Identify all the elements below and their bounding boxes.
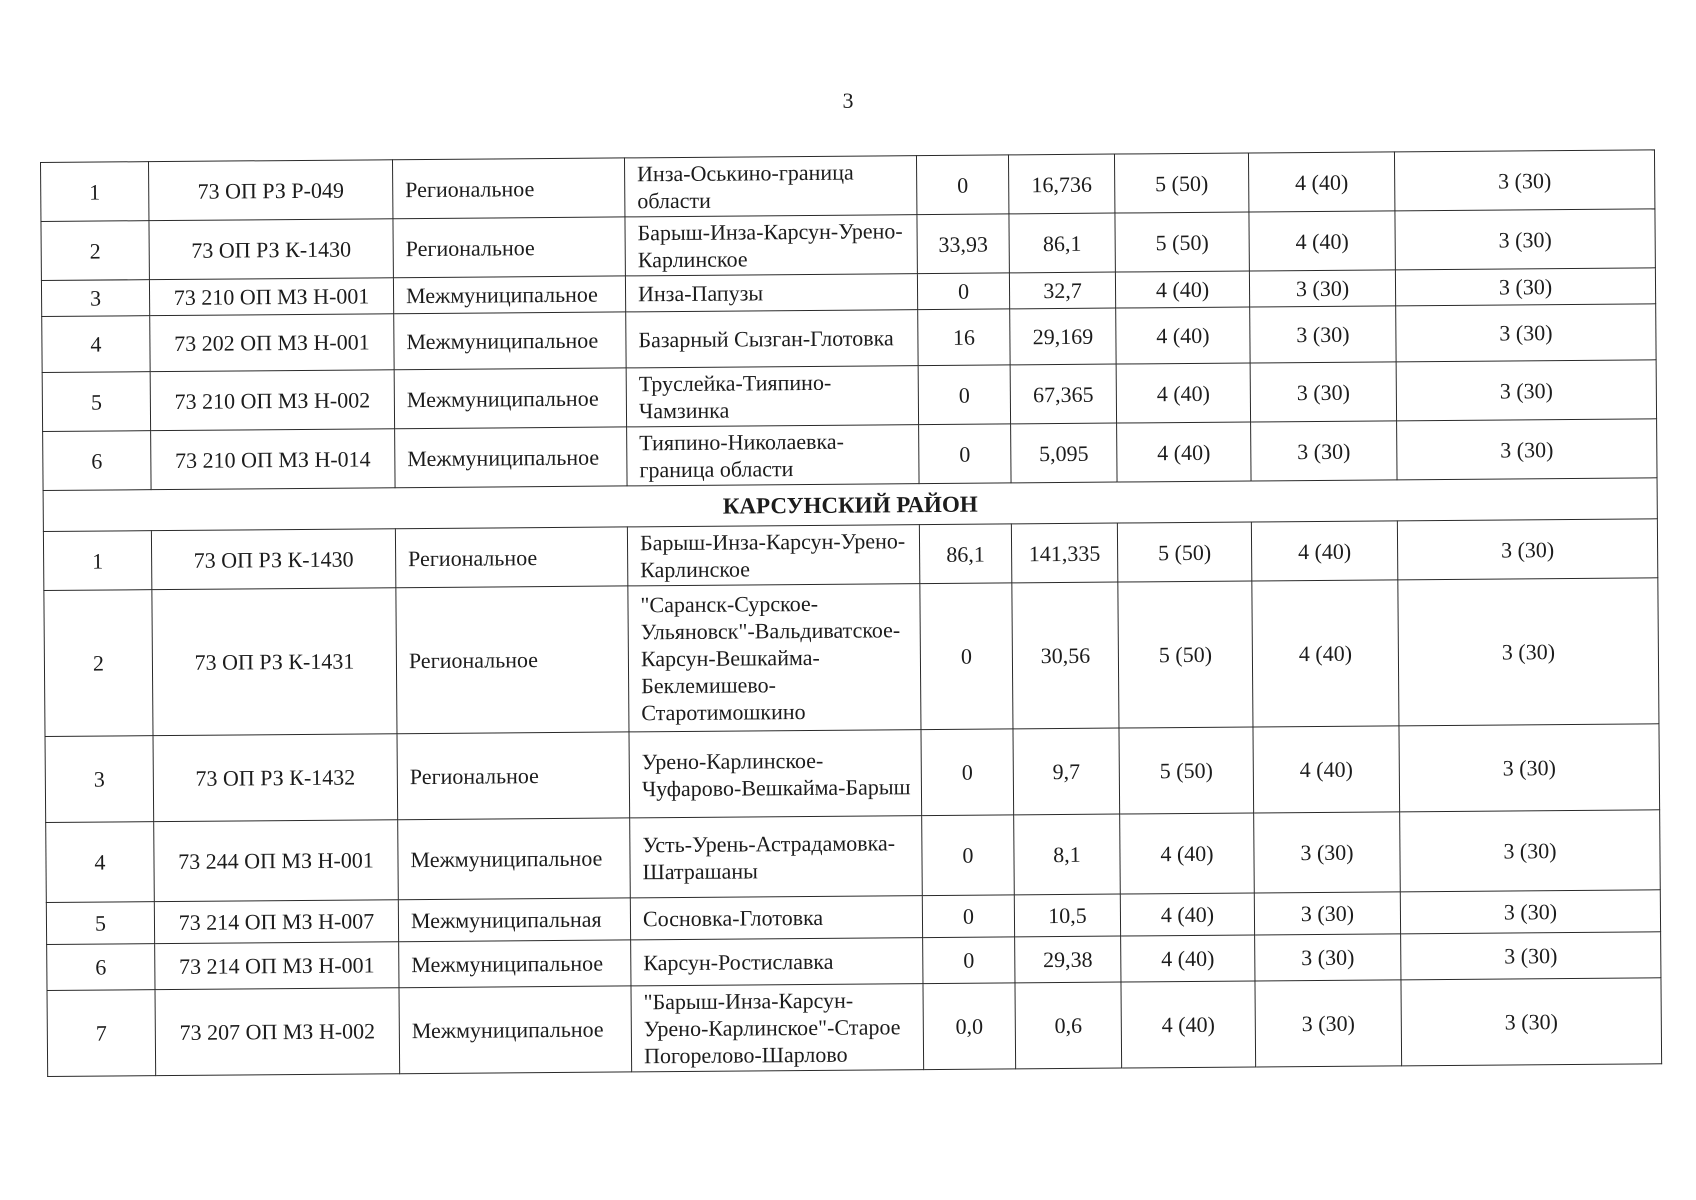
km-start: 86,1: [919, 524, 1011, 584]
road-name: Базарный Сызган-Глотовка: [626, 310, 918, 368]
table-row: [44, 578, 1659, 737]
value-col-2: 3 (30): [1249, 270, 1395, 307]
value-col-3: 3 (30): [1401, 932, 1661, 980]
road-type: Региональное: [395, 527, 627, 588]
value-col-2: 4 (40): [1248, 152, 1394, 212]
value-col-3: 3 (30): [1397, 419, 1657, 480]
road-code: 73 ОП РЗ Р-049: [149, 160, 393, 221]
km-start: 0: [921, 729, 1014, 816]
roads-table: [40, 149, 1662, 1077]
value-col-1: 5 (50): [1114, 153, 1248, 213]
road-type: Межмуниципальное: [393, 276, 625, 314]
road-name: Тияпино-Николаевка-граница области: [627, 425, 919, 486]
value-col-3: 3 (30): [1400, 810, 1661, 892]
row-number: 3: [45, 736, 154, 823]
row-number: 1: [41, 162, 149, 222]
value-col-2: 3 (30): [1251, 421, 1397, 481]
km-start: 0: [919, 424, 1011, 484]
km-end: 141,335: [1011, 523, 1117, 583]
value-col-3: 3 (30): [1394, 150, 1654, 211]
value-col-3: 3 (30): [1397, 519, 1657, 580]
km-end: 16,736: [1008, 154, 1114, 214]
value-col-3: 3 (30): [1401, 978, 1662, 1066]
value-col-2: 4 (40): [1253, 726, 1400, 813]
road-name: Инза-Оськино-граница области: [624, 156, 916, 217]
road-code: 73 ОП РЗ К-1431: [152, 588, 397, 736]
km-start: 0: [920, 583, 1013, 730]
road-code: 73 210 ОП МЗ Н-001: [149, 278, 393, 316]
road-code: 73 214 ОП МЗ Н-007: [154, 900, 398, 944]
road-type: Межмуниципальное: [399, 940, 631, 988]
road-code: 73 ОП РЗ К-1430: [149, 219, 393, 280]
km-start: 0: [922, 815, 1015, 896]
km-start: 0: [922, 895, 1014, 938]
page-number: 3: [842, 88, 854, 113]
row-number: 4: [46, 822, 155, 903]
road-code: 73 ОП РЗ К-1430: [151, 529, 395, 590]
row-number: 5: [42, 372, 150, 432]
km-end: 32,7: [1009, 272, 1115, 309]
road-code: 73 207 ОП МЗ Н-002: [155, 988, 400, 1076]
road-type: Региональное: [396, 586, 629, 734]
value-col-1: 5 (50): [1118, 581, 1253, 728]
road-type: Региональное: [393, 217, 625, 278]
road-name: "Саранск-Сурское-Ульяновск"-Вальдиватское-Карсун-Вешкайма-Беклемишево-Старотимошкино: [628, 584, 921, 732]
km-start: 0,0: [923, 983, 1016, 1070]
road-type: Межмуниципальное: [395, 427, 627, 488]
value-col-2: 3 (30): [1250, 362, 1396, 422]
value-col-1: 4 (40): [1120, 893, 1254, 936]
road-code: 73 210 ОП МЗ Н-002: [150, 370, 394, 431]
value-col-2: 3 (30): [1255, 934, 1401, 981]
row-number: 3: [41, 280, 149, 317]
value-col-2: 3 (30): [1255, 980, 1402, 1067]
row-number: 1: [43, 531, 151, 591]
row-number: 2: [41, 221, 149, 281]
road-name: Карсун-Ростиславка: [631, 938, 923, 986]
value-col-3: 3 (30): [1399, 724, 1660, 812]
km-end: 86,1: [1009, 213, 1115, 273]
road-code: 73 210 ОП МЗ Н-014: [151, 429, 395, 490]
section-title: КАРСУНСКИЙ РАЙОН: [43, 478, 1657, 532]
road-code: 73 214 ОП МЗ Н-001: [155, 942, 399, 990]
road-name: Барыш-Инза-Карсун-Урено-Карлинское: [627, 525, 919, 586]
table-row: [45, 724, 1660, 823]
km-start: 33,93: [917, 214, 1009, 274]
km-start: 0: [923, 937, 1015, 984]
value-col-2: 4 (40): [1249, 211, 1395, 271]
value-col-1: 4 (40): [1121, 981, 1256, 1068]
value-col-3: 3 (30): [1400, 890, 1660, 934]
table-row: [46, 810, 1661, 903]
road-code: 73 244 ОП МЗ Н-001: [154, 820, 399, 902]
value-col-3: 3 (30): [1396, 360, 1656, 421]
value-col-2: 4 (40): [1252, 580, 1399, 727]
km-end: 8,1: [1014, 814, 1121, 895]
row-number: 6: [43, 431, 151, 491]
road-type: Межмуниципальное: [394, 368, 626, 429]
value-col-3: 3 (30): [1395, 268, 1655, 306]
km-start: 16: [918, 309, 1010, 366]
road-name: Усть-Урень-Астрадамовка-Шатрашаны: [630, 816, 923, 898]
row-number: 4: [42, 316, 150, 373]
value-col-1: 4 (40): [1115, 271, 1249, 308]
row-number: 2: [44, 590, 153, 737]
road-type: Межмуниципальное: [394, 312, 626, 370]
value-col-2: 3 (30): [1250, 306, 1396, 363]
km-end: 67,365: [1010, 364, 1116, 424]
value-col-1: 4 (40): [1120, 813, 1255, 894]
km-start: 0: [917, 273, 1009, 310]
value-col-2: 4 (40): [1251, 521, 1397, 581]
road-name: Инза-Папузы: [625, 274, 917, 312]
km-end: 30,56: [1012, 582, 1119, 729]
road-code: 73 202 ОП МЗ Н-001: [150, 314, 394, 372]
value-col-1: 5 (50): [1115, 212, 1249, 272]
road-type: Межмуниципальное: [399, 986, 632, 1074]
road-code: 73 ОП РЗ К-1432: [153, 734, 398, 822]
road-name: Урено-Карлинское-Чуфарово-Вешкайма-Барыш: [629, 730, 922, 818]
value-col-2: 3 (30): [1254, 812, 1401, 893]
value-col-1: 4 (40): [1121, 935, 1255, 982]
km-end: 29,38: [1015, 936, 1121, 983]
value-col-1: 5 (50): [1117, 522, 1251, 582]
value-col-2: 3 (30): [1254, 892, 1400, 935]
road-type: Межмуниципальное: [398, 818, 631, 900]
value-col-3: 3 (30): [1396, 304, 1656, 362]
value-col-1: 4 (40): [1116, 307, 1250, 364]
row-number: 6: [47, 944, 155, 991]
km-end: 29,169: [1010, 308, 1116, 365]
road-name: Труслейка-Тияпино-Чамзинка: [626, 366, 918, 427]
km-end: 0,6: [1015, 982, 1122, 1069]
road-type: Межмуниципальная: [398, 898, 630, 942]
row-number: 7: [47, 990, 156, 1077]
road-name: Сосновка-Глотовка: [630, 896, 922, 940]
km-start: 0: [918, 365, 1010, 425]
road-name: "Барыш-Инза-Карсун-Урено-Карлинское"-Старое Погорелово-Шарлово: [631, 984, 924, 1072]
km-start: 0: [916, 155, 1008, 215]
km-end: 5,095: [1011, 423, 1117, 483]
value-col-1: 4 (40): [1117, 422, 1251, 482]
row-number: 5: [46, 902, 154, 945]
table-row: [47, 978, 1662, 1077]
road-name: Барыш-Инза-Карсун-Урено-Карлинское: [625, 215, 917, 276]
road-type: Региональное: [397, 732, 630, 820]
value-col-1: 4 (40): [1116, 363, 1250, 423]
road-type: Региональное: [392, 158, 624, 219]
value-col-1: 5 (50): [1119, 727, 1254, 814]
km-end: 10,5: [1014, 894, 1120, 937]
km-end: 9,7: [1013, 728, 1120, 815]
value-col-3: 3 (30): [1395, 209, 1655, 270]
value-col-3: 3 (30): [1398, 578, 1659, 726]
roads-table-wrapper: [40, 149, 1661, 1077]
